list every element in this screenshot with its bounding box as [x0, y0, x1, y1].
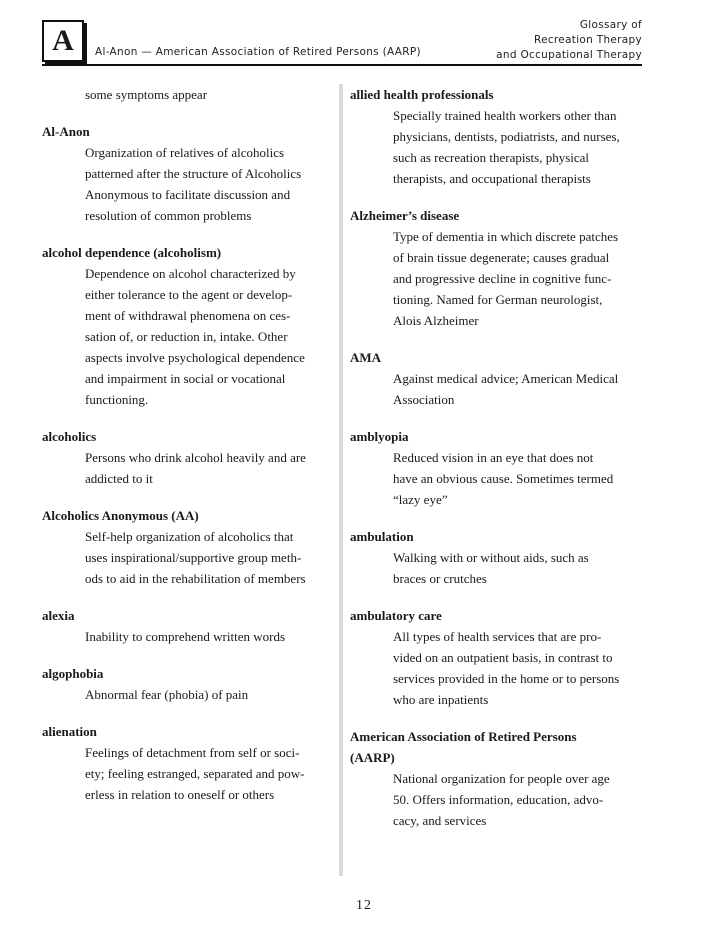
entry-term: American Association of Retired Persons (AARP) [350, 729, 577, 765]
glossary-entry [42, 663, 330, 705]
entry-definition: Self-help organization of alcoholics that uses inspirational/supportive group meth- ods to aid in the rehabilitation of members [85, 529, 306, 586]
running-head-book-title [496, 18, 642, 63]
entry-term: Alzheimer’s disease [350, 208, 460, 223]
entry-term: alexia [42, 608, 75, 623]
left-column [42, 84, 330, 821]
header-rule [42, 64, 642, 66]
glossary-entry [350, 426, 650, 510]
entry-term: Al-Anon [42, 124, 90, 139]
section-letter: A [52, 24, 74, 57]
book-title-line: Glossary of [579, 19, 642, 31]
book-title-line: Recreation Therapy [533, 34, 642, 46]
section-letter-badge [42, 20, 84, 62]
glossary-entry [42, 242, 330, 410]
glossary-entry [350, 347, 650, 410]
entry-definition: Type of dementia in which discrete patches of brain tissue degenerate; causes gradual and progressive decline in cognitive func- tioning. Named for German neurologist, Alois Alzheimer [393, 229, 619, 328]
glossary-entry [350, 205, 650, 331]
entry-definition: Feelings of detachment from self or soci- ety; feeling estranged, separated and pow- erless in relation to oneself or others [85, 745, 305, 802]
entry-definition: Against medical advice; American Medical Association [393, 371, 619, 407]
entry-term: Alcoholics Anonymous (AA) [42, 508, 199, 523]
entry-term: amblyopia [350, 429, 409, 444]
entry-definition: Walking with or without aids, such as braces or crutches [393, 550, 589, 586]
entry-definition: Dependence on alcohol characterized by either tolerance to the agent or develop- ment of withdrawal phenomena on ces- sation of, or reduction in, intake. Other aspects involve psychological dependence and impairment in social or vocational functioning. [85, 266, 305, 407]
glossary-entry [350, 726, 650, 831]
entry-definition: Persons who drink alcohol heavily and are addicted to it [85, 450, 306, 486]
entry-term: algophobia [42, 666, 104, 681]
entry-term: AMA [350, 350, 382, 365]
entry-definition: Organization of relatives of alcoholics patterned after the structure of Alcoholics Anonymous to facilitate discussion and resolution of common problems [85, 145, 302, 223]
glossary-entry [42, 721, 330, 805]
glossary-entry [350, 526, 650, 589]
entry-definition: Inability to comprehend written words [85, 629, 286, 644]
entry-definition: Abnormal fear (phobia) of pain [85, 687, 249, 702]
glossary-entry [42, 121, 330, 226]
entry-definition: Reduced vision in an eye that does not have an obvious cause. Sometimes termed “lazy eye” [393, 450, 614, 507]
book-title-line: and Occupational Therapy [496, 49, 642, 61]
entry-definition: All types of health services that are pro- vided on an outpatient basis, in contrast to services provided in the home or to persons who are inpatients [393, 629, 620, 707]
entry-term: alcoholics [42, 429, 97, 444]
continued-definition: some symptoms appear [85, 87, 208, 102]
glossary-entry [42, 605, 330, 647]
right-column [350, 84, 650, 847]
glossary-entry [42, 505, 330, 589]
entry-term: alienation [42, 724, 97, 739]
entry-term: allied health professionals [350, 87, 494, 102]
entry-definition: National organization for people over age 50. Offers information, education, advo- cacy, and services [393, 771, 610, 828]
entry-term: ambulation [350, 529, 414, 544]
glossary-entry [42, 426, 330, 489]
column-divider [339, 84, 343, 876]
glossary-entry [350, 84, 650, 189]
entry-term: alcohol dependence (alcoholism) [42, 245, 222, 260]
entry-term: ambulatory care [350, 608, 442, 623]
entry-definition: Specially trained health workers other than physicians, dentists, podiatrists, and nurses, such as recreation therapists, physical therapists, and occupational therapists [393, 108, 620, 186]
glossary-entry [350, 605, 650, 710]
running-head-guide-words: Al-Anon — American Association of Retired Persons (AARP) [95, 46, 421, 58]
page-number: 12 [356, 898, 372, 913]
